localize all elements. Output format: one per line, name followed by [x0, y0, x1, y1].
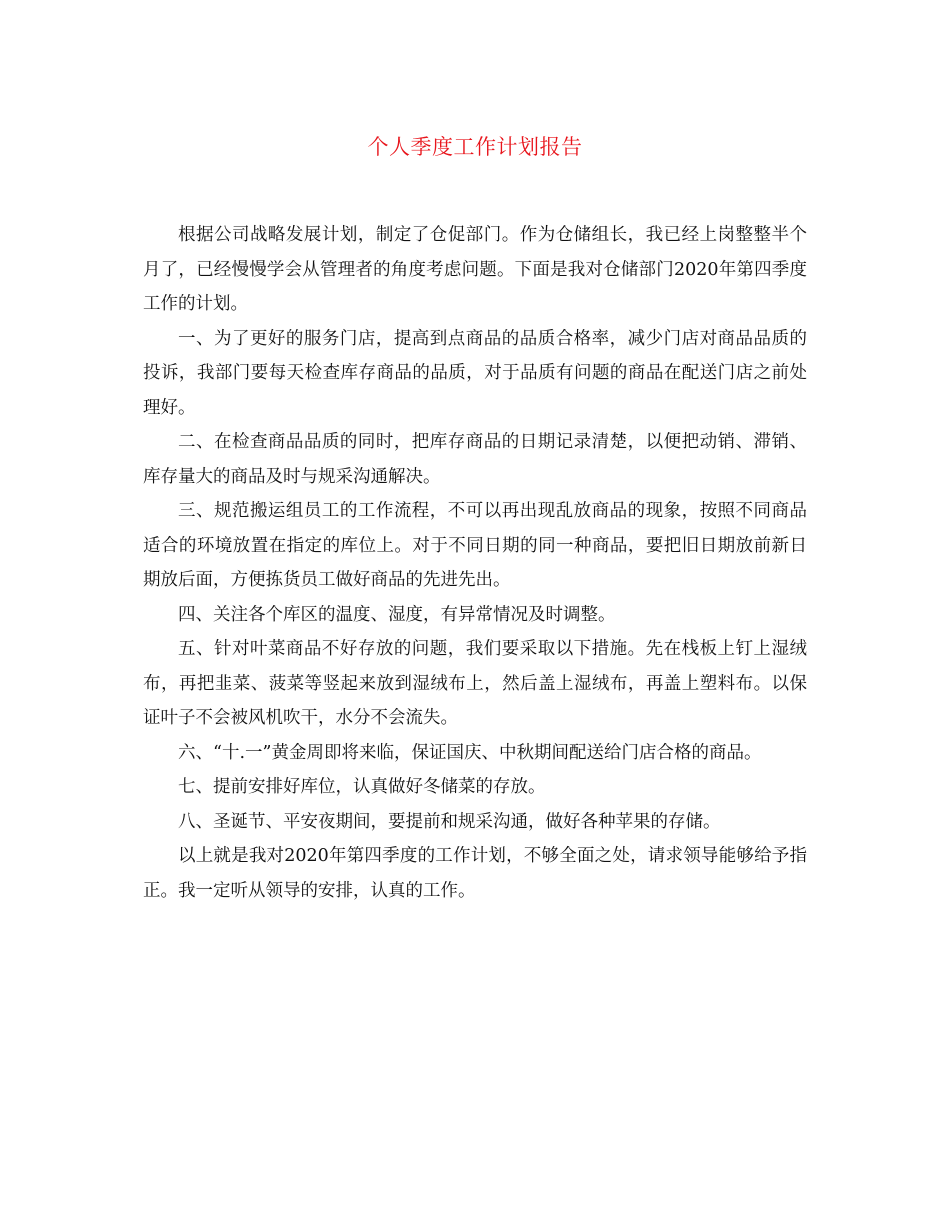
document-title: 个人季度工作计划报告 [367, 135, 583, 159]
paragraph-item-5: 五、针对叶菜商品不好存放的问题，我们要采取以下措施。先在栈板上钉上湿绒布，再把韭菜、菠菜等竖起来放到湿绒布上，然后盖上湿绒布，再盖上塑料布。以保证叶子不会被风机吹干，水分不会流失。 [143, 639, 807, 728]
paragraph-item-4: 四、关注各个库区的温度、湿度，有异常情况及时调整。 [178, 604, 616, 625]
paragraph-item-2: 二、在检查商品品质的同时，把库存商品的日期记录清楚，以便把动销、滞销、库存量大的商品及时与规采沟通解决。 [143, 432, 807, 487]
paragraph-item-1: 一、为了更好的服务门店，提高到点商品的品质合格率，减少门店对商品品质的投诉，我部门要每天检查库存商品的品质，对于品质有问题的商品在配送门店之前处理好。 [143, 328, 807, 418]
paragraph-item-8: 八、圣诞节、平安夜期间，要提前和规采沟通，做好各种苹果的存储。 [178, 811, 721, 832]
paragraph-item-7: 七、提前安排好库位，认真做好冬储菜的存放。 [178, 777, 546, 797]
paragraph-item-6: 六、“十.一”黄金周即将来临，保证国庆、中秋期间配送给门店合格的商品。 [178, 742, 762, 763]
document-body [143, 218, 807, 908]
paragraph-intro: 根据公司战略发展计划，制定了仓促部门。作为仓储组长，我已经上岗整整半个月了，已经慢慢学会从管理者的角度考虑问题。下面是我对仓储部门2020年第四季度工作的计划。 [143, 225, 807, 314]
paragraph-conclusion: 以上就是我对2020年第四季度的工作计划，不够全面之处，请求领导能够给予指正。我一定听从领导的安排，认真的工作。 [143, 846, 807, 901]
paragraph-item-3: 三、规范搬运组员工的工作流程，不可以再出现乱放商品的现象，按照不同商品适合的环境放置在指定的库位上。对于不同日期的同一种商品，要把旧日期放前新日期放后面，方便拣货员工做好商品的先进先出。 [143, 501, 807, 590]
